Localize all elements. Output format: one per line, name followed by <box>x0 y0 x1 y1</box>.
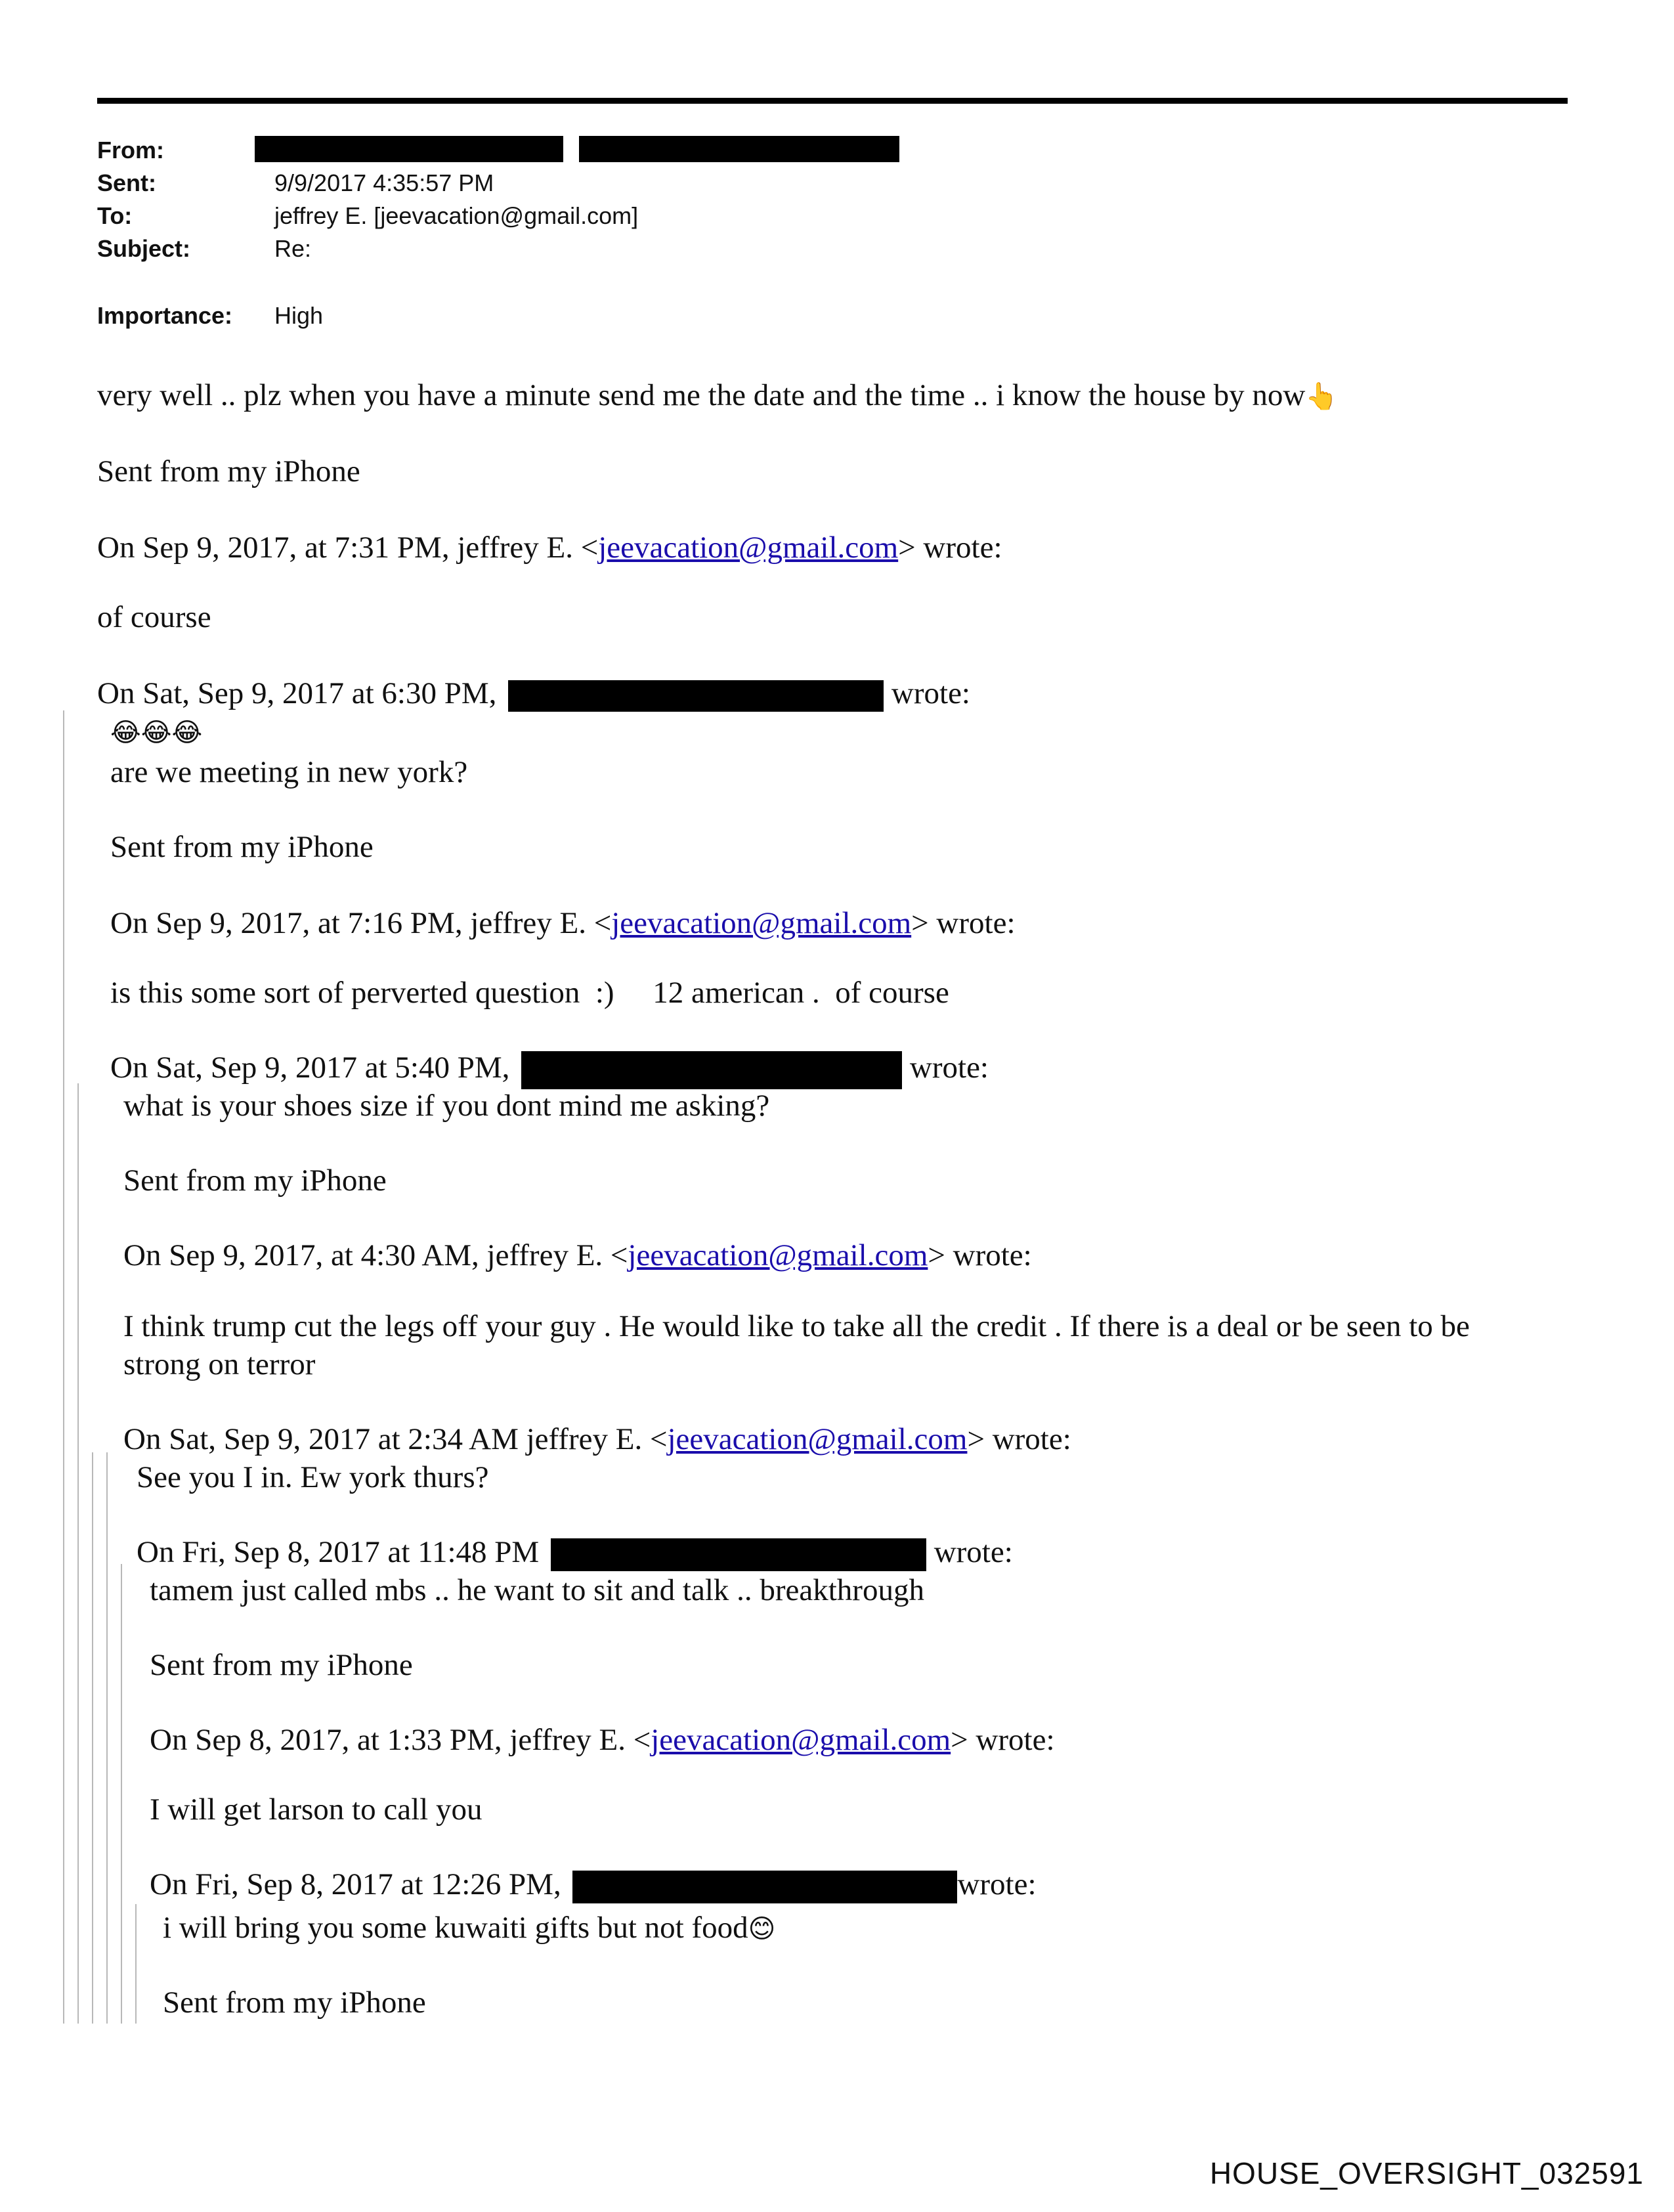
quote-header <box>123 1237 1032 1274</box>
email-link[interactable]: jeevacation@gmail.com <box>651 1723 951 1757</box>
header-rule <box>97 98 1568 104</box>
importance-label: Importance: <box>97 302 233 329</box>
laughing-icon: 😂😂😂 <box>110 718 203 748</box>
quote-prefix: On Sat, Sep 9, 2017 at 6:30 PM, <box>97 676 497 710</box>
message-line: strong on terror <box>123 1347 316 1381</box>
quote-header <box>97 529 1002 566</box>
message-line: of course <box>97 600 211 634</box>
from-row <box>97 137 1016 165</box>
message-line: tamem just called mbs .. he want to sit and talk .. breakthrough <box>150 1573 924 1607</box>
quote-suffix: wrote: <box>957 1867 1037 1901</box>
email-link[interactable]: jeevacation@gmail.com <box>667 1422 968 1456</box>
message-text: very well .. plz when you have a minute send me the date and the time .. i know the house by now <box>97 378 1306 412</box>
quote-bar <box>106 1452 108 2024</box>
quote-header <box>123 1421 1071 1458</box>
to-value: jeffrey E. [jeevacation@gmail.com] <box>274 202 639 229</box>
quote-header <box>137 1534 1013 1571</box>
signature: Sent from my iPhone <box>150 1648 413 1682</box>
quote-prefix: On Fri, Sep 8, 2017 at 11:48 PM <box>137 1535 540 1569</box>
email-link[interactable]: jeevacation@gmail.com <box>598 531 899 565</box>
quote-header <box>97 675 970 712</box>
quote-prefix: On Sep 9, 2017, at 7:31 PM, jeffrey E. < <box>97 531 599 565</box>
message-line: are we meeting in new york? <box>110 755 468 789</box>
smiling-face-icon: 😊 <box>748 1914 776 1944</box>
signature: Sent from my iPhone <box>97 454 360 488</box>
sent-value: 9/9/2017 4:35:57 PM <box>274 169 494 196</box>
message-text: i will bring you some kuwaiti gifts but not food <box>163 1911 748 1945</box>
quote-suffix: > wrote: <box>928 1238 1032 1272</box>
email-link[interactable]: jeevacation@gmail.com <box>628 1238 928 1272</box>
quote-prefix: On Sat, Sep 9, 2017 at 2:34 AM jeffrey E. < <box>123 1422 668 1456</box>
subject-label: Subject: <box>97 235 191 262</box>
bates-number: HOUSE_OVERSIGHT_032591 <box>1209 2156 1644 2190</box>
quote-prefix: On Fri, Sep 8, 2017 at 12:26 PM, <box>150 1867 561 1901</box>
to-label: To: <box>97 202 133 229</box>
quote-suffix: > wrote: <box>911 906 1016 940</box>
sent-row <box>97 169 1016 198</box>
message-line: I will get larson to call you <box>150 1792 483 1827</box>
email-header <box>97 137 1082 347</box>
quote-bar <box>135 1904 137 2024</box>
signature: Sent from my iPhone <box>163 1985 426 2020</box>
message-line: I think trump cut the legs off your guy . He would like to take all the credit . If there is a deal or be seen to be <box>123 1309 1470 1343</box>
redaction-bar <box>255 136 563 162</box>
from-value <box>255 134 899 162</box>
message-line <box>97 377 1338 415</box>
from-label: From: <box>97 137 164 163</box>
quote-bar <box>63 710 64 2024</box>
quote-prefix: On Sep 9, 2017, at 7:16 PM, jeffrey E. < <box>110 906 612 940</box>
laugh-emoji-line <box>110 713 202 751</box>
quote-suffix: wrote: <box>934 1535 1013 1569</box>
message-line <box>110 974 949 1011</box>
to-row <box>97 202 1016 231</box>
quote-header <box>150 1866 1037 1903</box>
subject-row <box>97 235 1016 264</box>
signature: Sent from my iPhone <box>110 830 374 864</box>
message-text: is this some sort of perverted question :) 12 american . of course <box>110 976 949 1010</box>
redaction-bar <box>551 1538 926 1571</box>
pointing-up-icon: 👆 <box>1305 381 1339 412</box>
quote-suffix: wrote: <box>909 1051 989 1085</box>
quote-suffix: > wrote: <box>967 1422 1071 1456</box>
quote-suffix: > wrote: <box>951 1723 1055 1757</box>
redaction-bar <box>521 1051 902 1089</box>
quote-bar <box>92 1452 93 2024</box>
signature: Sent from my iPhone <box>123 1163 387 1198</box>
message-line: See you I in. Ew york thurs? <box>137 1460 489 1494</box>
message-line: what is your shoes size if you dont mind me asking? <box>123 1089 770 1123</box>
sent-label: Sent: <box>97 169 156 196</box>
importance-row <box>97 302 1016 331</box>
email-link[interactable]: jeevacation@gmail.com <box>611 906 912 940</box>
quote-bar <box>77 1083 79 2024</box>
quote-header <box>150 1722 1055 1758</box>
importance-value: High <box>274 302 324 329</box>
quote-prefix: On Sat, Sep 9, 2017 at 5:40 PM, <box>110 1051 510 1085</box>
subject-value: Re: <box>274 235 312 262</box>
quote-bar <box>121 1564 122 2024</box>
quote-prefix: On Sep 9, 2017, at 4:30 AM, jeffrey E. < <box>123 1238 628 1272</box>
message-line <box>163 1909 775 1947</box>
quote-suffix: wrote: <box>891 676 970 710</box>
quote-prefix: On Sep 8, 2017, at 1:33 PM, jeffrey E. < <box>150 1723 651 1757</box>
redaction-bar <box>572 1871 957 1903</box>
redaction-bar <box>579 136 899 162</box>
redaction-bar <box>508 680 884 712</box>
quote-header <box>110 1049 989 1089</box>
quote-suffix: > wrote: <box>898 531 1002 565</box>
quote-header <box>110 905 1016 942</box>
